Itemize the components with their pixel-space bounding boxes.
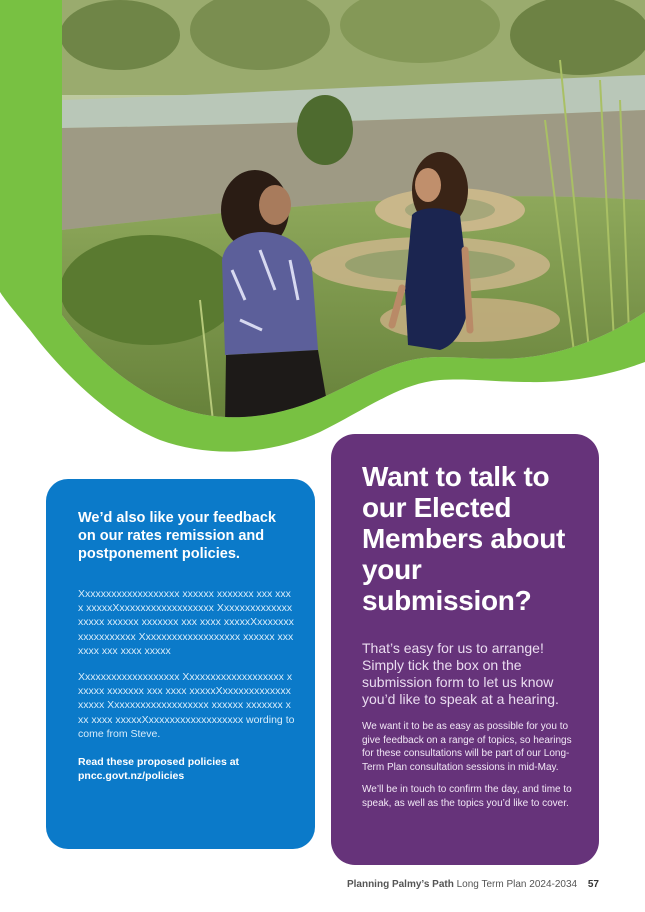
placeholder-text-1: Xxxxxxxxxxxxxxxxxxx xxxxxx xxxxxxx xxx xxxx xxxxxXxxxxxxxxxxxxxxxxxx Xxxxxxxxxxxxxxxxxxx xxxxxx xxxxxxx xxx xxxx xxxxxXxxxxxxxxxxxxxxxxxx Xxxxxxxxxxxxxxxxxxx xxxxxx xxxxxxx xxx xxxx xxxxx	[78, 588, 294, 657]
policies-link[interactable]: Read these proposed policies at pncc.govt.nz/policies	[78, 756, 240, 783]
footer-brand: Planning Palmy’s Path	[346, 879, 454, 890]
page-footer	[347, 879, 599, 890]
page-number: 57	[587, 879, 599, 890]
talk-card-body-2: We’ll be in touch to confirm the day, and time to speak, as well as the topics you’d like to cover.	[362, 784, 572, 809]
footer-plan: Long Term Plan 2024-2034	[456, 879, 578, 890]
feedback-card	[46, 479, 315, 849]
talk-card-body-1: We want it to be as easy as possible for you to give feedback on a range of topics, so hearings for these consultations will be part of our Long-Term Plan consultation sessions in mid-May.	[362, 721, 572, 773]
feedback-card-heading: We’d also like your feedback on our rates remission and postponement policies.	[78, 510, 276, 562]
talk-card	[331, 434, 599, 865]
talk-card-lead: That’s easy for us to arrange! Simply tick the box on the submission form to let us know you’d like to speak at a hearing.	[362, 640, 559, 707]
talk-card-heading: Want to talk to our Elected Members about your submission?	[362, 461, 566, 616]
placeholder-text-2: Xxxxxxxxxxxxxxxxxxx Xxxxxxxxxxxxxxxxxxx xxxxxx xxxxxxx xxx xxxx xxxxxXxxxxxxxxxxxxxxxxxx Xxxxxxxxxxxxxxxxxxx xxxxxx xxxxxxx xxx xxxx xxxxxXxxxxxxxxxxxxxxxxxx wording to come from Steve.	[78, 671, 295, 740]
